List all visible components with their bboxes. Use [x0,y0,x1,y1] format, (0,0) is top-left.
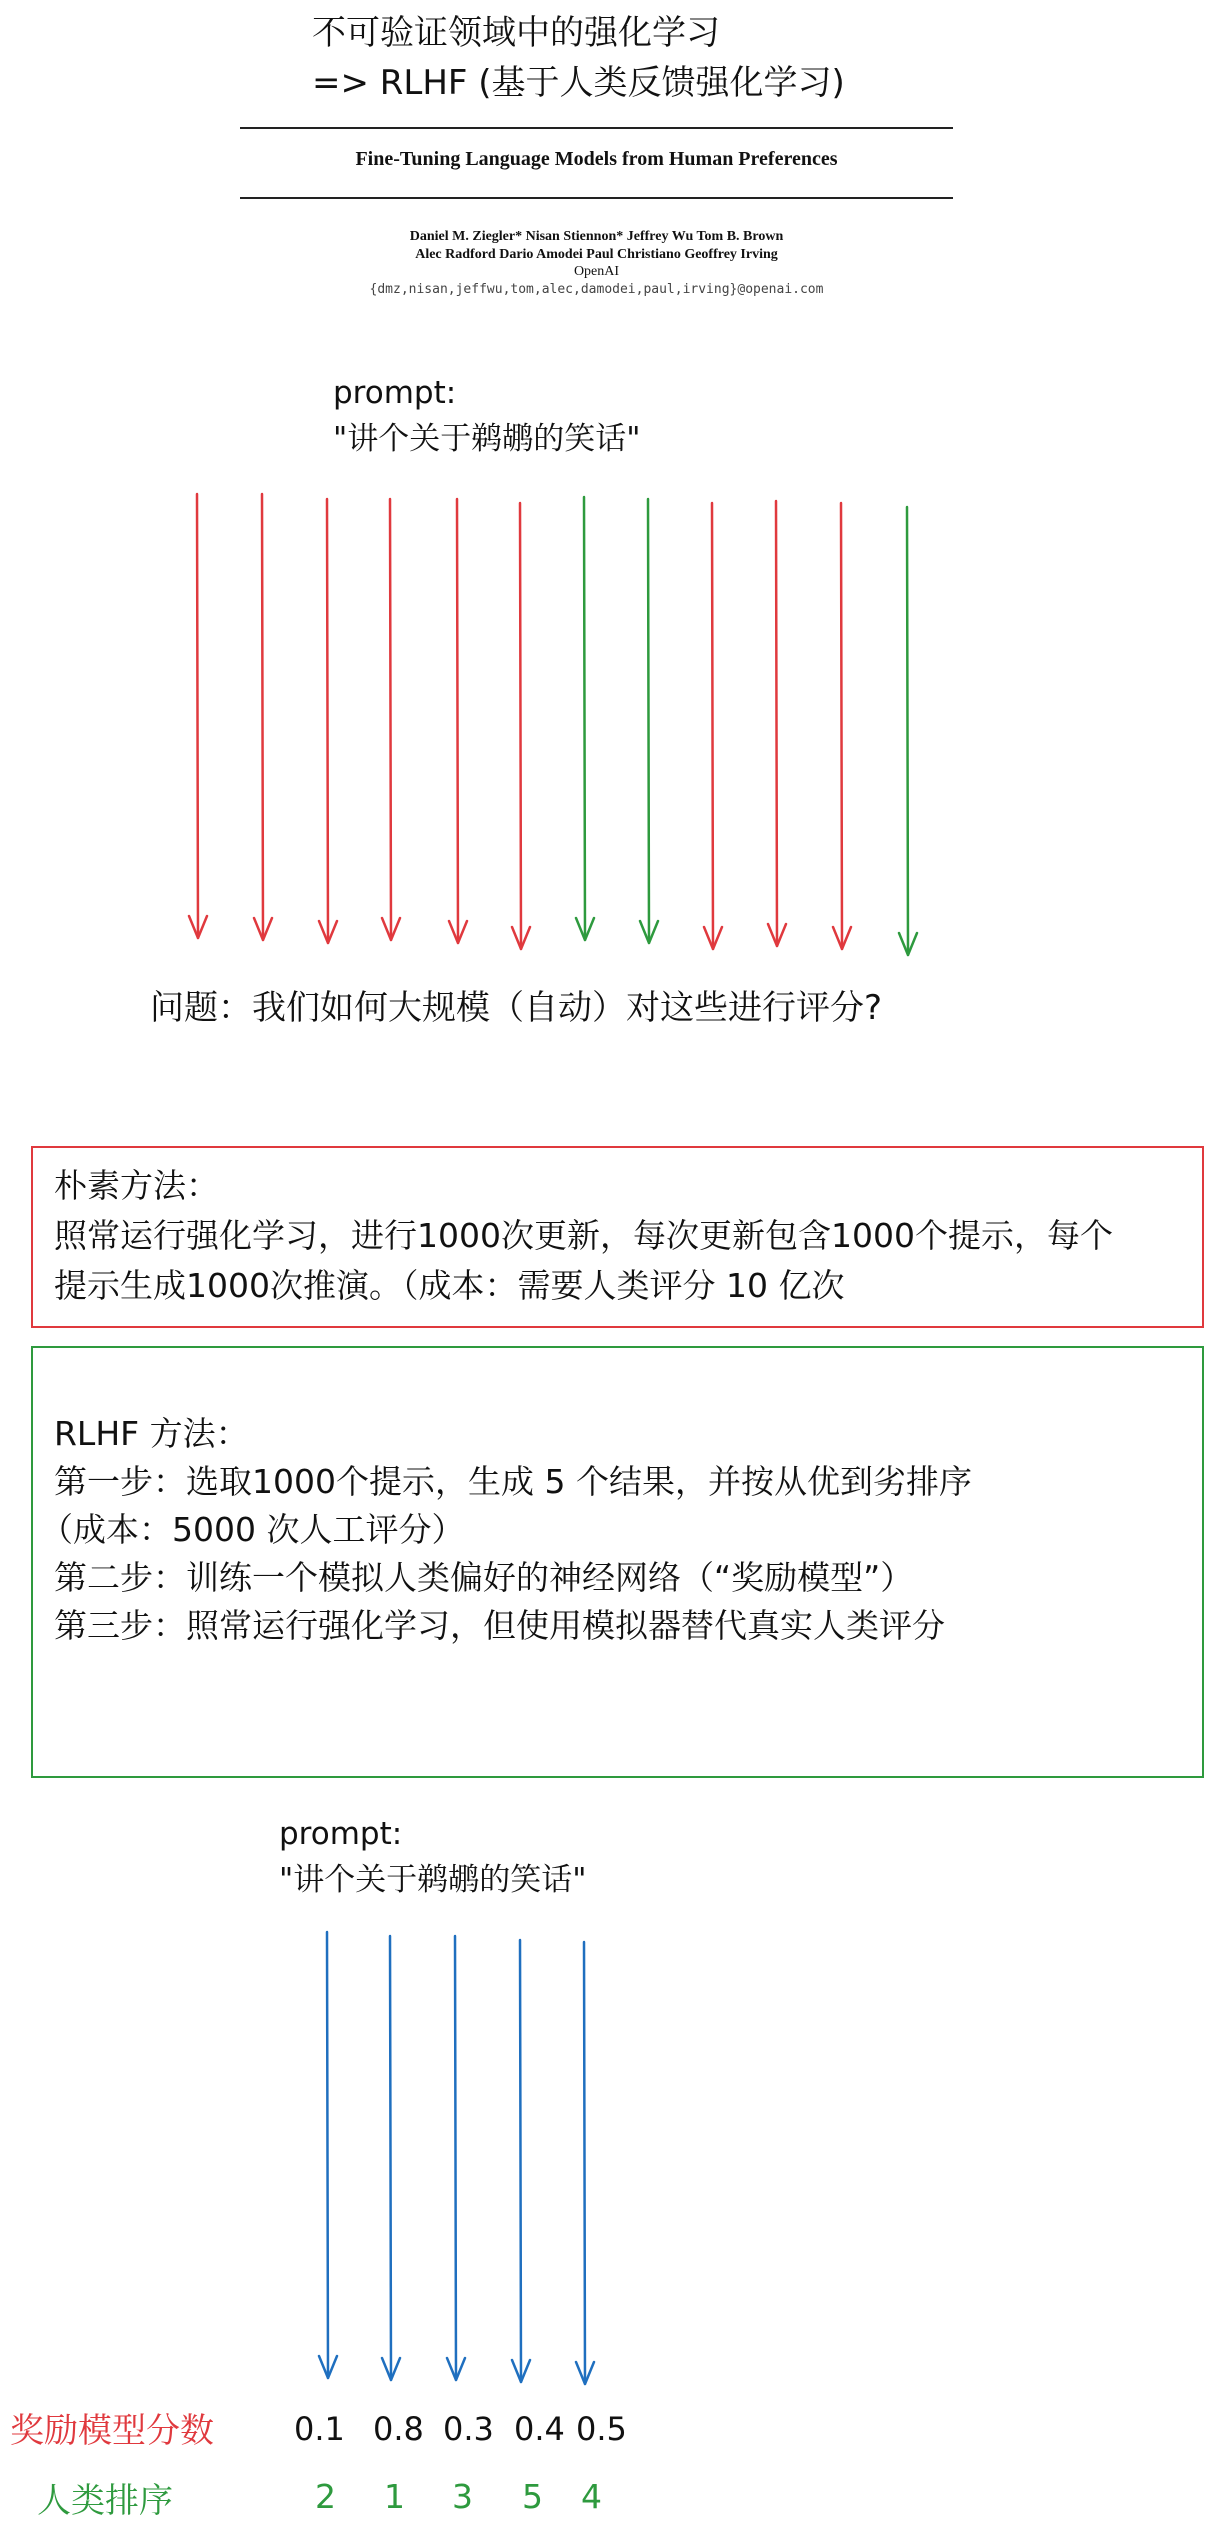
paper-authors-line-2: Alec Radford Dario Amodei Paul Christiano Geoffrey Irving [415,247,778,262]
reward-score: 0.5 [576,2410,627,2448]
rlhf-step-1-cost: （成本：5000 次人工评分） [40,1510,465,1549]
paper-authors-line-1: Daniel M. Ziegler* Nisan Stiennon* Jeffrey Wu Tom B. Brown [409,229,784,244]
question-text: 问题：我们如何大规模（自动）对这些进行评分? [150,988,883,1028]
down-arrow [576,1942,594,2384]
down-arrow [449,499,467,943]
naive-line-3: 提示生成1000次推演。（成本：需要人类评分 10 亿次 [54,1266,845,1305]
rollout-arrows [189,494,917,955]
human-rank: 1 [384,2477,405,2516]
down-arrow [899,507,917,955]
down-arrow [189,494,207,938]
human-rank: 3 [452,2477,473,2516]
prompt-text: "讲个关于鹈鹕的笑话" [279,1862,587,1898]
reward-score: 0.8 [373,2410,424,2448]
human-ranking-label: 人类排序 [37,2481,173,2521]
down-arrow [382,499,400,940]
human-rank: 4 [581,2477,602,2516]
down-arrow [447,1936,465,2380]
reward-score: 0.3 [443,2410,494,2448]
reward-score: 0.1 [294,2410,345,2448]
rlhf-step-3: 第三步：照常运行强化学习，但使用模拟器替代真实人类评分 [54,1606,945,1645]
human-rank: 5 [522,2477,543,2516]
title-line-2: => RLHF (基于人类反馈强化学习) [312,63,845,103]
down-arrow [319,1932,337,2378]
naive-heading: 朴素方法： [54,1166,219,1205]
rlhf-step-2: 第二步：训练一个模拟人类偏好的神经网络（“奖励模型”） [54,1558,914,1597]
down-arrow [640,499,658,943]
prompt-label: prompt: [279,1816,403,1852]
naive-line-2: 照常运行强化学习，进行1000次更新，每次更新包含1000个提示，每个 [54,1216,1113,1255]
paper-email: {dmz,nisan,jeffwu,tom,alec,damodei,paul,irving}@openai.com [369,282,824,297]
down-arrow [382,1936,400,2380]
down-arrow [768,501,786,946]
naive-approach-box [31,1146,1204,1328]
prompt-text: "讲个关于鹈鹕的笑话" [333,421,641,457]
down-arrow [512,503,530,949]
down-arrow [704,503,722,949]
reward-score-label: 奖励模型分数 [10,2411,214,2451]
rlhf-step-1: 第一步：选取1000个提示，生成 5 个结果，并按从优到劣排序 [54,1462,972,1501]
human-rank: 2 [315,2477,336,2516]
paper-title: Fine-Tuning Language Models from Human Preferences [355,148,838,170]
reward-score: 0.4 [514,2410,565,2448]
prompt-label: prompt: [333,375,457,411]
down-arrow [512,1940,530,2382]
rlhf-heading: RLHF 方法： [54,1414,249,1453]
title-line-1: 不可验证领域中的强化学习 [312,13,720,53]
prompt-block-2 [279,1811,587,1903]
down-arrow [833,503,851,949]
down-arrow [254,494,272,940]
rlhf-approach-box [31,1346,1204,1778]
down-arrow [576,497,594,940]
reward-model-arrows [319,1932,594,2384]
paper-affiliation: OpenAI [573,264,620,279]
down-arrow [319,499,337,943]
